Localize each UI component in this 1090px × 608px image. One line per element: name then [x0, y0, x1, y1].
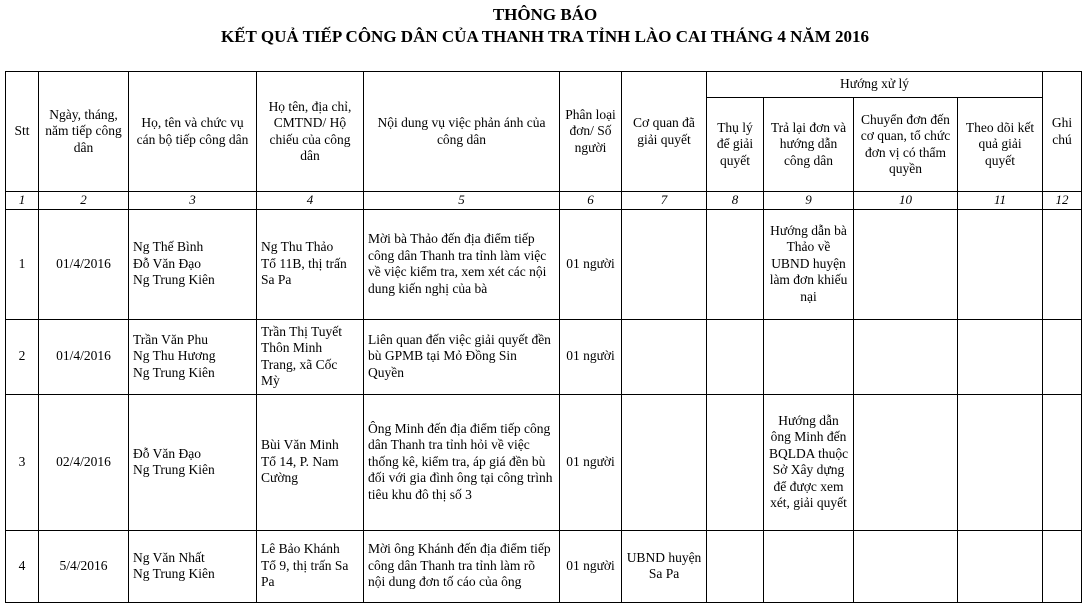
- cell-accept: [707, 530, 764, 602]
- column-number-row: [6, 192, 1082, 210]
- col-header-agency: Cơ quan đã giải quyết: [622, 72, 707, 192]
- table-row: [6, 394, 1082, 530]
- col-header-content: Nội dung vụ việc phản ánh của công dân: [364, 72, 560, 192]
- cell-accept: [707, 394, 764, 530]
- col-header-forward: Chuyển đơn đến cơ quan, tổ chức đơn vị có thẩm quyền: [854, 98, 958, 192]
- cell-officer: Ng Thế Bình Đỗ Văn Đạo Ng Trung Kiên: [129, 209, 257, 319]
- notice-title: THÔNG BÁO: [492, 5, 598, 24]
- cell-citizen: Ng Thu Thảo Tổ 11B, thị trấn Sa Pa: [257, 209, 364, 319]
- cell-classify: 01 người: [560, 530, 622, 602]
- cell-officer: Đỗ Văn Đạo Ng Trung Kiên: [129, 394, 257, 530]
- cell-agency: UBND huyện Sa Pa: [622, 530, 707, 602]
- cell-agency: [622, 319, 707, 394]
- cell-accept: [707, 319, 764, 394]
- cell-citizen: Bùi Văn Minh Tổ 14, P. Nam Cường: [257, 394, 364, 530]
- col-header-follow-up: Theo dõi kết quả giải quyết: [958, 98, 1043, 192]
- cell-note: [1043, 209, 1082, 319]
- cell-citizen: Lê Bảo Khánh Tổ 9, thị trấn Sa Pa: [257, 530, 364, 602]
- cell-forward: [854, 530, 958, 602]
- col-header-handling: Hướng xử lý: [707, 72, 1043, 98]
- col-header-return-guide: Trả lại đơn và hướng dẫn công dân: [764, 98, 854, 192]
- cell-officer: Trần Văn Phu Ng Thu Hương Ng Trung Kiên: [129, 319, 257, 394]
- col-header-note: Ghi chú: [1043, 72, 1082, 192]
- cell-return-guide: Hướng dẫn ông Minh đến BQLDA thuộc Sở Xây dựng để được xem xét, giải quyết: [764, 394, 854, 530]
- col-header-accept: Thụ lý để giải quyết: [707, 98, 764, 192]
- cell-note: [1043, 530, 1082, 602]
- column-number: 4: [257, 192, 364, 210]
- cell-stt: 3: [6, 394, 39, 530]
- cell-date: 01/4/2016: [39, 319, 129, 394]
- cell-stt: 2: [6, 319, 39, 394]
- column-number: 3: [129, 192, 257, 210]
- cell-content: Liên quan đến việc giải quyết đền bù GPMB tại Mỏ Đồng Sin Quyền: [364, 319, 560, 394]
- cell-forward: [854, 319, 958, 394]
- cell-forward: [854, 394, 958, 530]
- cell-return-guide: [764, 530, 854, 602]
- cell-follow-up: [958, 209, 1043, 319]
- col-header-officer: Họ, tên và chức vụ cán bộ tiếp công dân: [129, 72, 257, 192]
- cell-classify: 01 người: [560, 319, 622, 394]
- cell-return-guide: [764, 319, 854, 394]
- cell-officer: Ng Văn Nhất Ng Trung Kiên: [129, 530, 257, 602]
- cell-agency: [622, 394, 707, 530]
- cell-follow-up: [958, 530, 1043, 602]
- column-number: 1: [6, 192, 39, 210]
- cell-stt: 4: [6, 530, 39, 602]
- col-header-citizen: Họ tên, địa chỉ, CMTND/ Hộ chiếu của công dân: [257, 72, 364, 192]
- cell-follow-up: [958, 394, 1043, 530]
- notice-subtitle: KẾT QUẢ TIẾP CÔNG DÂN CỦA THANH TRA TỈNH LÀO CAI THÁNG 4 NĂM 2016: [221, 27, 869, 46]
- cell-date: 5/4/2016: [39, 530, 129, 602]
- col-header-date: Ngày, tháng, năm tiếp công dân: [39, 72, 129, 192]
- column-number: 8: [707, 192, 764, 210]
- cell-stt: 1: [6, 209, 39, 319]
- cell-forward: [854, 209, 958, 319]
- column-number: 7: [622, 192, 707, 210]
- column-number: 12: [1043, 192, 1082, 210]
- table-row: [6, 319, 1082, 394]
- cell-date: 01/4/2016: [39, 209, 129, 319]
- cell-content: Ông Minh đến địa điểm tiếp công dân Thanh tra tỉnh hỏi về việc thống kê, kiểm tra, áp giá đền bù đối với gia đình ông tại công trình tiêu khu đô thị số 3: [364, 394, 560, 530]
- table-row: [6, 209, 1082, 319]
- cell-return-guide: Hướng dẫn bà Thảo về UBND huyện làm đơn khiếu nại: [764, 209, 854, 319]
- cell-date: 02/4/2016: [39, 394, 129, 530]
- cell-classify: 01 người: [560, 394, 622, 530]
- cell-note: [1043, 394, 1082, 530]
- column-number: 5: [364, 192, 560, 210]
- cell-accept: [707, 209, 764, 319]
- col-header-stt: Stt: [6, 72, 39, 192]
- cell-citizen: Trần Thị Tuyết Thôn Minh Trang, xã Cốc Mỳ: [257, 319, 364, 394]
- citizen-reception-table: [5, 71, 1082, 603]
- column-number: 2: [39, 192, 129, 210]
- cell-follow-up: [958, 319, 1043, 394]
- cell-content: Mời bà Thảo đến địa điểm tiếp công dân Thanh tra tỉnh làm việc về việc kiểm tra, xem xét các nội dung kiến nghị của bà: [364, 209, 560, 319]
- column-number: 9: [764, 192, 854, 210]
- cell-agency: [622, 209, 707, 319]
- column-number: 11: [958, 192, 1043, 210]
- cell-content: Mời ông Khánh đến địa điểm tiếp công dân Thanh tra tỉnh làm rõ nội dung đơn tố cáo của ông: [364, 530, 560, 602]
- cell-classify: 01 người: [560, 209, 622, 319]
- column-number: 10: [854, 192, 958, 210]
- col-header-classify: Phân loại đơn/ Số người: [560, 72, 622, 192]
- cell-note: [1043, 319, 1082, 394]
- column-number: 6: [560, 192, 622, 210]
- table-row: [6, 530, 1082, 602]
